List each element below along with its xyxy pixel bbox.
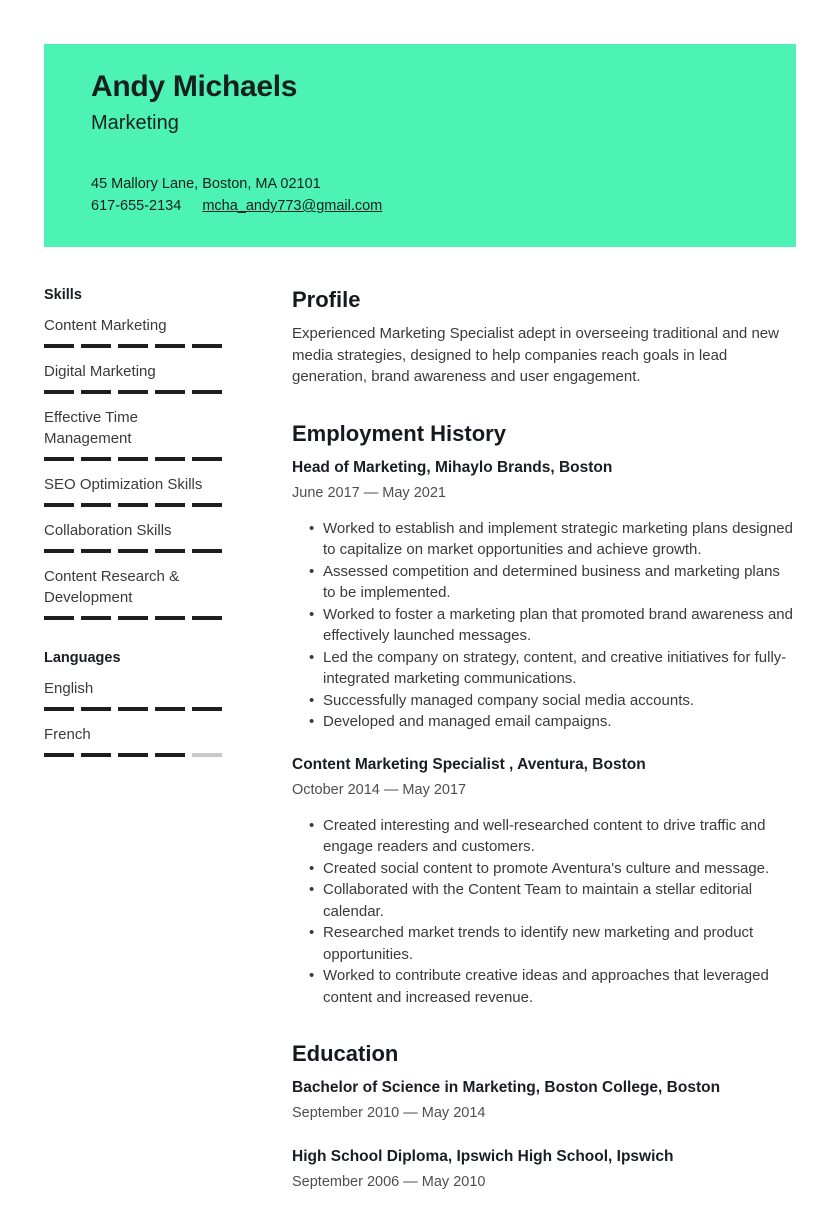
address-text: 45 Mallory Lane, Boston, MA 02101 xyxy=(91,176,321,192)
profile-heading: Profile xyxy=(292,287,361,312)
bar-segment xyxy=(155,549,185,553)
bar-segment xyxy=(118,616,148,620)
bar-segment xyxy=(44,753,74,757)
job-bullet: • Led the company on strategy, content, and creative initiatives for fully-integrated marketing communications. xyxy=(323,647,796,690)
education-heading: Education xyxy=(292,1041,399,1066)
skill-label: SEO Optimization Skills xyxy=(44,476,203,493)
job-entry xyxy=(292,457,796,733)
bar-segment xyxy=(192,503,222,507)
language-level-bar xyxy=(44,753,222,757)
employment-heading: Employment History xyxy=(292,420,506,446)
bar-segment xyxy=(118,390,148,394)
job-bullet: • Collaborated with the Content Team to maintain a stellar editorial calendar. xyxy=(323,879,796,922)
job-entry xyxy=(292,754,796,1009)
job-bullet: • Created social content to promote Aventura's culture and message. xyxy=(323,858,796,880)
skill-item xyxy=(44,520,222,553)
bar-segment xyxy=(118,707,148,711)
job-dates: June 2017 — May 2021 xyxy=(292,484,446,501)
skill-level-bar xyxy=(44,616,222,620)
skill-label: Content Marketing xyxy=(44,317,167,334)
skill-item xyxy=(44,361,222,394)
main-column xyxy=(292,285,796,1223)
skills-heading: Skills xyxy=(44,287,82,303)
language-label: English xyxy=(44,680,94,697)
education-section xyxy=(292,1039,796,1192)
bar-segment xyxy=(44,390,74,394)
job-bullet-list xyxy=(292,815,796,1009)
bar-segment xyxy=(44,549,74,553)
bar-segment xyxy=(192,616,222,620)
bar-segment xyxy=(118,457,148,461)
skill-level-bar xyxy=(44,344,222,348)
language-level-bar xyxy=(44,707,222,711)
bar-segment xyxy=(81,549,111,553)
skill-level-bar xyxy=(44,390,222,394)
bar-segment xyxy=(155,457,185,461)
language-label: French xyxy=(44,726,91,743)
bar-segment xyxy=(155,390,185,394)
language-item xyxy=(44,724,222,757)
bar-segment xyxy=(81,753,111,757)
skill-label: Collaboration Skills xyxy=(44,522,172,539)
skill-level-bar xyxy=(44,503,222,507)
job-bullet: • Successfully managed company social media accounts. xyxy=(323,690,796,712)
candidate-job-title: Marketing xyxy=(91,112,179,134)
bar-segment xyxy=(81,390,111,394)
education-entry xyxy=(292,1146,796,1192)
bar-segment xyxy=(192,457,222,461)
skill-item xyxy=(44,407,222,461)
phone-text: 617-655-2134 xyxy=(91,198,182,214)
bar-segment xyxy=(81,457,111,461)
job-bullet: • Worked to establish and implement strategic marketing plans designed to capitalize on market opportunities and achieve growth. xyxy=(323,518,796,561)
candidate-name: Andy Michaels xyxy=(91,70,298,103)
job-title: Content Marketing Specialist , Aventura, Boston xyxy=(292,755,646,773)
job-bullet: • Developed and managed email campaigns. xyxy=(323,711,796,733)
skill-label: Digital Marketing xyxy=(44,363,156,380)
bar-segment xyxy=(118,753,148,757)
bar-segment xyxy=(192,707,222,711)
bar-segment xyxy=(155,503,185,507)
bar-segment xyxy=(44,344,74,348)
bar-segment xyxy=(155,753,185,757)
bar-segment xyxy=(81,616,111,620)
skill-item xyxy=(44,315,222,348)
employment-section xyxy=(292,419,796,1009)
language-item xyxy=(44,678,222,711)
job-bullet: • Worked to foster a marketing plan that promoted brand awareness and effectively launched messages. xyxy=(323,604,796,647)
bar-segment xyxy=(192,753,222,757)
bar-segment xyxy=(44,616,74,620)
content-columns xyxy=(0,285,840,1223)
skill-label: Content Research & Development xyxy=(44,568,180,606)
bar-segment xyxy=(155,707,185,711)
contact-block xyxy=(91,173,749,217)
profile-text: Experienced Marketing Specialist adept in overseeing traditional and new media strategies, designed to help companies reach goals in lead generation, brand awareness and user engagement. xyxy=(292,325,779,385)
sidebar xyxy=(44,285,222,1223)
bar-segment xyxy=(81,344,111,348)
education-title: High School Diploma, Ipswich High School, Ipswich xyxy=(292,1148,674,1165)
languages-heading: Languages xyxy=(44,650,121,666)
education-entry xyxy=(292,1077,796,1123)
education-dates: September 2010 — May 2014 xyxy=(292,1105,486,1121)
job-bullet: • Assessed competition and determined business and marketing plans to be implemented. xyxy=(323,561,796,604)
profile-section xyxy=(292,285,796,388)
bar-segment xyxy=(44,707,74,711)
resume-page xyxy=(0,44,840,1231)
education-title: Bachelor of Science in Marketing, Boston College, Boston xyxy=(292,1079,721,1096)
job-bullet: • Researched market trends to identify new marketing and product opportunities. xyxy=(323,922,796,965)
job-title: Head of Marketing, Mihaylo Brands, Boston xyxy=(292,458,613,476)
education-dates: September 2006 — May 2010 xyxy=(292,1174,486,1190)
bar-segment xyxy=(118,549,148,553)
job-bullet-list xyxy=(292,518,796,733)
bar-segment xyxy=(81,503,111,507)
skill-label: Effective Time Management xyxy=(44,409,138,447)
bar-segment xyxy=(192,390,222,394)
job-bullet: • Created interesting and well-researched content to drive traffic and engage readers and customers. xyxy=(323,815,796,858)
bar-segment xyxy=(44,457,74,461)
phone-email-row xyxy=(91,195,749,217)
skill-level-bar xyxy=(44,549,222,553)
job-bullet: • Worked to contribute creative ideas and approaches that leveraged content and increased revenue. xyxy=(323,965,796,1008)
bar-segment xyxy=(118,344,148,348)
bar-segment xyxy=(155,616,185,620)
job-dates: October 2014 — May 2017 xyxy=(292,781,467,798)
bar-segment xyxy=(44,503,74,507)
bar-segment xyxy=(155,344,185,348)
skill-item xyxy=(44,474,222,507)
email-link[interactable]: mcha_andy773@gmail.com xyxy=(202,198,383,214)
bar-segment xyxy=(192,344,222,348)
bar-segment xyxy=(192,549,222,553)
resume-header xyxy=(44,44,796,247)
bar-segment xyxy=(81,707,111,711)
bar-segment xyxy=(118,503,148,507)
skill-level-bar xyxy=(44,457,222,461)
skill-item xyxy=(44,566,222,620)
